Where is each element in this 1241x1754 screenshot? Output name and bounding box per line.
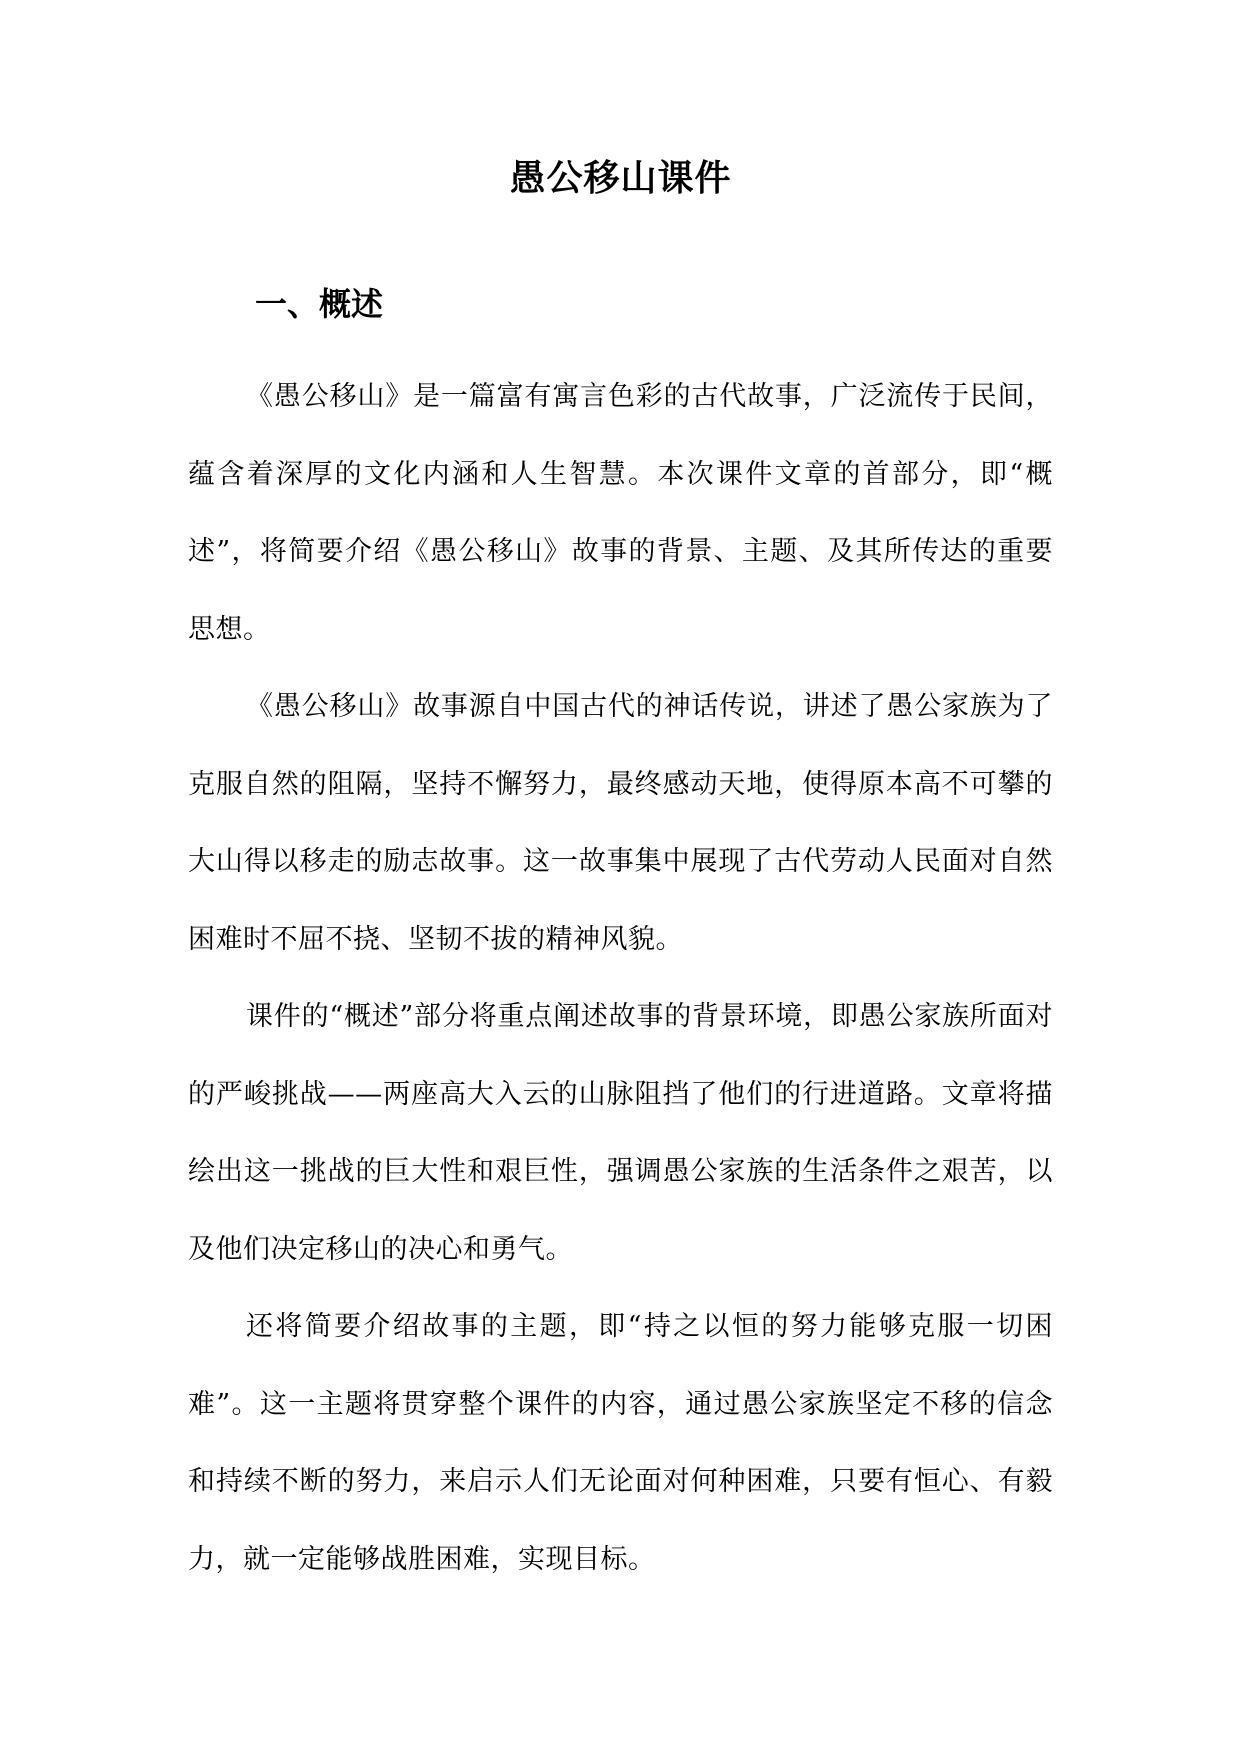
document-title: 愚公移山课件	[509, 158, 732, 199]
section-heading: 一、概述	[255, 285, 384, 323]
paragraph: 还将简要介绍故事的主题，即“持之以恒的努力能够克服一切困难”。这一主题将贯穿整个课件的内容，通过愚公家族坚定不移的信念和持续不断的努力，来启示人们无论面对何种困难，只要有恒心、有毅力，就一定能够战胜困难，实现目标。	[188, 1311, 1053, 1575]
paragraph: 课件的“概述”部分将重点阐述故事的背景环境，即愚公家族所面对的严峻挑战——两座高大入云的山脉阻挡了他们的行进道路。文章将描绘出这一挑战的巨大性和艰巨性，强调愚公家族的生活条件之艰苦，以及他们决定移山的决心和勇气。	[188, 1001, 1053, 1265]
paragraph: 《愚公移山》故事源自中国古代的神话传说，讲述了愚公家族为了克服自然的阻隔，坚持不懈努力，最终感动天地，使得原本高不可攀的大山得以移走的励志故事。这一故事集中展现了古代劳动人民面对自然困难时不屈不挠、坚韧不拔的精神风貌。	[188, 691, 1053, 955]
body-text	[188, 358, 1053, 1598]
paragraph: 《愚公移山》是一篇富有寓言色彩的古代故事，广泛流传于民间，蕴含着深厚的文化内涵和人生智慧。本次课件文章的首部分，即“概述”，将简要介绍《愚公移山》故事的背景、主题、及其所传达的重要思想。	[188, 381, 1053, 645]
